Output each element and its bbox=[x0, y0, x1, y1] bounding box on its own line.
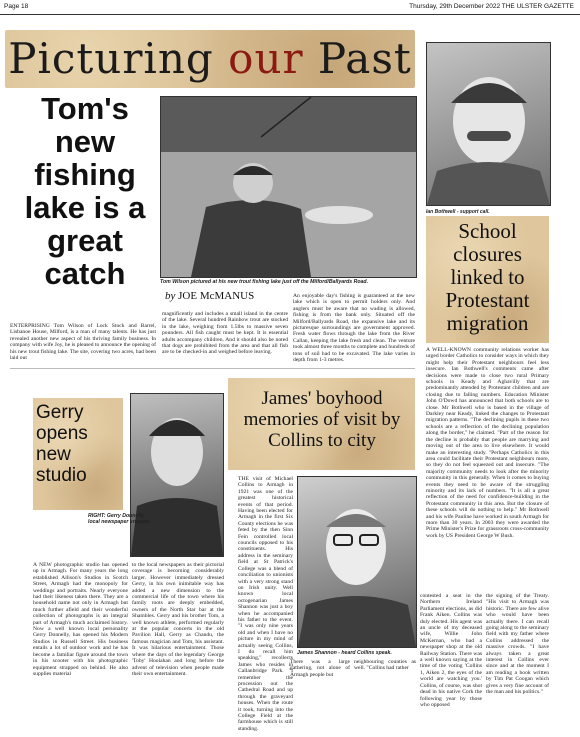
banner-title: Picturing our Past bbox=[8, 34, 412, 83]
page-header bbox=[0, 0, 580, 15]
tom-body-col1: ENTERPRISING Tom Wilson of Lock Stock and Barrel, Lisbanoe House, Milford, is a man of many talents. He has just revealed another new aspect of his thriving family business. In company with wife Joy, he is pleased to announce the opening of his new trout fishing lake. The site, covering two acres, had been laid out bbox=[10, 323, 156, 362]
gerry-donnelly-photo bbox=[130, 393, 224, 557]
section-banner bbox=[5, 30, 415, 88]
james-headline: James' boyhood memories of visit by Collins to city bbox=[243, 388, 401, 451]
james-body-col-d: the signing of the Treaty. "His visit to Armagh was historic. There are few alive who would have been actually there. I can recall going along to the seminary field with my father where Collins addressed the massive crowds. "I have always taken a great interest in Collins ever since and at the moment I am reading a book written by Tim Pat Coogan which gives a very fine account of the man and his politics." bbox=[486, 593, 549, 696]
angler-figure-illustration bbox=[161, 97, 416, 277]
issue-date-paper-name: Thursday, 29th December 2022 THE ULSTER GAZETTE bbox=[409, 3, 574, 10]
tom-body-col2: magnificently and includes a small island in the centre of the lake. Several hundred Rainbow trout are stocked in the lake, weighing from 1.5lbs to massive seven pounders. All fish caught must be kept. It is essential adults accompany children. And it should also be noted that dogs are prohibited from the area and that all fish are to be checked-in and weighed before leaving. bbox=[162, 311, 288, 356]
portrait-illustration bbox=[131, 394, 223, 556]
james-body-col-b: neighbouring counties as well. "Collins had rather bbox=[354, 659, 416, 672]
school-photo-caption: Ian Bothwell - support call. bbox=[426, 209, 490, 215]
portrait-illustration bbox=[298, 477, 416, 647]
section-divider bbox=[10, 368, 415, 369]
tom-body-col3: An enjoyable day's fishing is guaranteed at the new lake which is open to permit holders only. And anglers must be aware that no wading is allowed, fishing is from the bank only. Situated off the Milford/Ballyards Road, the expansive lake and its picturesque surroundings are government approved. Fresh water flows through the lake from the River Callan, keeping the lake fresh and clean. The venture took almost three months to complete and hundreds of tons of soil had to be excavated. The lake varies in depth from 1-3 metres. bbox=[293, 293, 415, 364]
tom-headline: Tom's new fishing lake is a great catch bbox=[24, 91, 146, 291]
james-body-col-c: contested a seat in the Northern Ireland Parliament elections, as did Frank Aiken. Collins was duly elected. His agent was an uncle of my deceased wife, Willie John McKernan, who had a newspaper shop at the old Railway Station. There was a well known saying at the time of the voting 'Collins 1, Aiken 2, the eyes of the world are watching you.' Collins, of course, was shot dead in his native Cork the following year by those who opposed bbox=[420, 593, 482, 708]
gerry-body-col1: A NEW photographic studio has opened up in Armagh. For many years the long established Allison's Studios in Scotch Street, Armagh had the monopoly for weddings and portraits. Nearly everyone had their likeness taken there. They are a household name not only in Armagh but much further afield and their wonderful collection of photographs is an integral part of Armagh's much acclaimed history. Now a well known local personality Gerry Donnelly, has opened his Modern Studios in Russell Street. His business entails a lot of outdoor work and he has become a familiar figure around the town in his scooter with his photographic equipment strapped on behind. He also supplies material bbox=[33, 562, 128, 677]
gerry-headline: Gerry opens new studio bbox=[36, 402, 88, 486]
portrait-illustration bbox=[427, 43, 550, 205]
gerry-photo-caption: RIGHT: Gerry Donnelly - local newspaper snapper. bbox=[88, 513, 152, 525]
page-number: Page 18 bbox=[4, 3, 29, 10]
james-photo-caption: James Shannon - heard Collins speak. bbox=[297, 650, 392, 656]
tom-byline: by JOE McMANUS bbox=[165, 290, 255, 302]
ian-bothwell-photo bbox=[426, 42, 551, 206]
tom-photo-caption: Tom Wilson pictured at his new trout fishing lake just off the Milford/Ballyards Road. bbox=[160, 279, 369, 285]
school-headline: School closures linked to Protestant migration bbox=[445, 219, 530, 335]
james-body-col-a: There was a large gathering, not alone of Armagh people but bbox=[290, 659, 350, 678]
tom-fishing-photo bbox=[160, 96, 417, 278]
school-body: A WELL-KNOWN community relations worker has urged border Catholics to consider ways in which they might help their Protestant neighbours feel less insecure. Ian Bothwell's comments came after decisions were made to close two rural Primary schools in Keady and Aghavilly that are predominantly attended by Protestant children and are closing due to falling numbers. Education Minister John O'Dowd has announced that both schools are to close. Mr Bothwell who is based in the village of Darkley near Keady, linked the changes to Protestant migration patterns. "The declining pupils in these two schools are a reflection of the declining population along the border," he claimed. "Part of the reason for the decline is probably that people are marrying and moving out of the area to live elsewhere. It would make an interesting study. "Perhaps Catholics in this area could facilitate their Protestant neighbours more, so they do not feel squeezed out and insecure. "The majority community needs to look after the minority community in this generally. When it comes to buying events they need to be aware of the struggling minority and its lack of numbers. "It is all a great reflection of the need for confidence-building in the Protestant community in this area. But the closure of these schools will do nothing to help." Mr Bothwell and his wife Pauline have worked in south Armagh for more than 30 years. In 2003 they were awarded the Prime Minister's Prize for grassroots cross-community work by US President George W Bush. bbox=[426, 347, 549, 539]
james-shannon-photo bbox=[297, 476, 417, 648]
james-body-left: THE visit of Michael Collins to Armagh in 1921 was one of the greatest historical events of that period. Having been elected for Armagh in the first Six County elections he was feted by the then Sinn Fein controlled local councils opposed to his constituents. His address in the seminary field at St Patrick's College was a blend of conciliation to unionists with a very strong stand on Irish unity. Well known local octogenarian James Shannon was just a boy when he accompanied his father to the event. "I was only nine years old and when I have no picture in my mind of actually seeing Collins, I do recall him speaking," recollects James who resides in Callanbridge Park. "I remember the procession out the Cathedral Road and up through the graveyard houses. When the route it took, turning into the College Field at the farmhouse which is still standing. bbox=[238, 476, 293, 732]
gerry-body-col2: to the local newspapers as their pictorial coverage is becoming considerably larger. However immediately dressed Gerry, in his own inimitable way has added a new dimension to the commercial life of the town where his family roots are deeply embedded, owners of the North Star bar at the Shambles. Gerry and his brother Tom, a well known athlete, performed regularly at the popular concerts in the old Pavilion Hall, Gerry as Chandu, the famous magician and Tom, his assistant. It was hilarious entertainment. Those where the days of the legendary George 'Toby' Hoolahan and long before the advent of television when people made their own entertainment. bbox=[132, 562, 224, 677]
